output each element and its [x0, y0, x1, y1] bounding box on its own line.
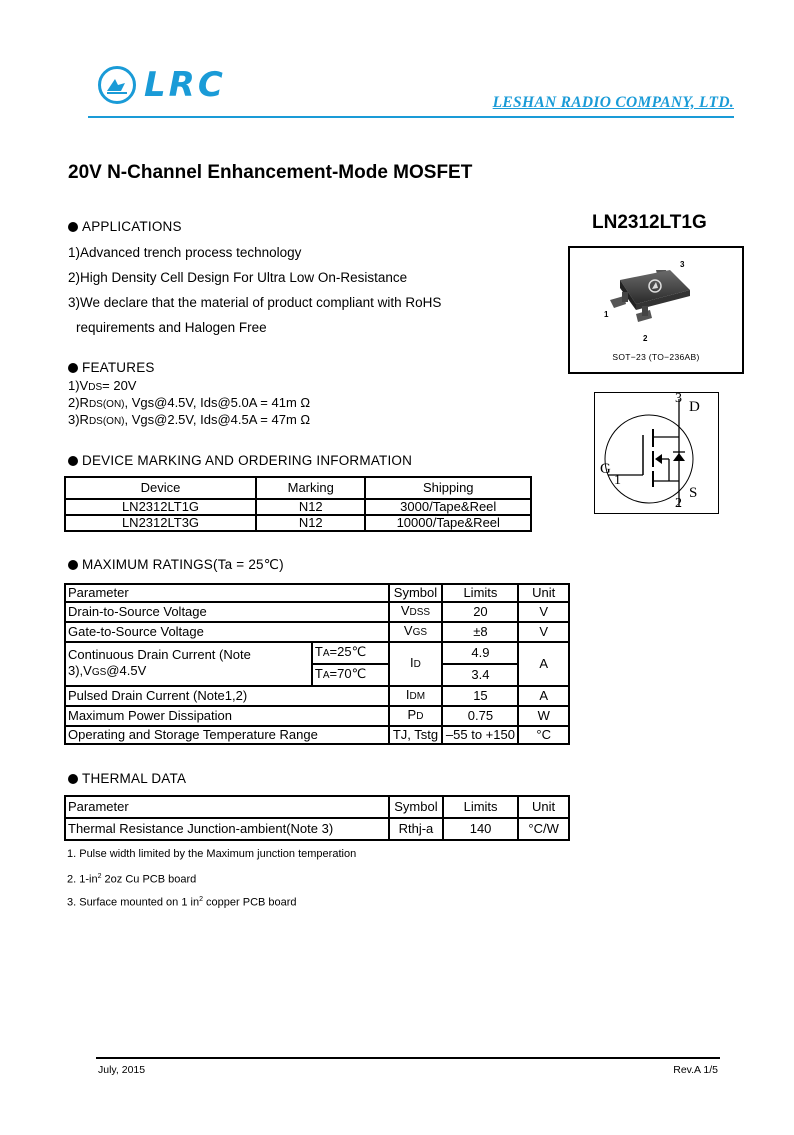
condition-cell: TA=70℃ [312, 664, 389, 686]
features-title: FEATURES [82, 360, 155, 375]
table-header-row [65, 477, 531, 499]
unit-cell: °C/W [518, 818, 569, 840]
ordering-heading [68, 453, 412, 468]
unit-cell: V [518, 602, 569, 622]
table-row [65, 622, 569, 642]
table-row [65, 602, 569, 622]
pin-1-label: 1 [604, 310, 609, 319]
symbol-cell: VDSS [389, 602, 443, 622]
application-item: 3)We declare that the material of product compliant with RoHS [68, 295, 442, 310]
sot23-package-icon [570, 248, 742, 348]
table-row [65, 726, 569, 744]
table-row [65, 706, 569, 726]
header-divider [88, 116, 734, 118]
ordering-table [64, 476, 532, 532]
limit-cell: ±8 [442, 622, 518, 642]
limit-cell: 20 [442, 602, 518, 622]
logo-text: LRC [144, 65, 226, 105]
condition-cell: TA=25℃ [312, 642, 389, 664]
parameter-cell: Drain-to-Source Voltage [65, 602, 389, 622]
parameter-cell: Operating and Storage Temperature Range [65, 726, 389, 744]
symbol-cell: ID [389, 642, 443, 686]
shipping-cell: 10000/Tape&Reel [365, 515, 531, 531]
header-parameter: Parameter [65, 796, 389, 818]
drain-label: D [689, 399, 700, 415]
symbol-cell: VGS [389, 622, 443, 642]
marking-cell: N12 [256, 499, 365, 515]
pin-3-label: 3 [680, 260, 685, 269]
company-name: LESHAN RADIO COMPANY, LTD. [492, 94, 734, 111]
marking-cell: N12 [256, 515, 365, 531]
source-label: S [689, 485, 698, 501]
package-caption: SOT−23 (TO−236AB) [612, 352, 700, 362]
bullet-icon [68, 560, 78, 570]
thermal-title: THERMAL DATA [82, 771, 187, 786]
unit-cell: V [518, 622, 569, 642]
footer-revision: Rev.A 1/5 [673, 1064, 718, 1076]
drain-pin-number: 3 [675, 391, 682, 406]
limit-cell: –55 to +150 [442, 726, 518, 744]
parameter-cell: Continuous Drain Current (Note 3),VGS@4.5V [65, 642, 312, 686]
header-unit: Unit [518, 584, 569, 602]
header-limits: Limits [442, 584, 518, 602]
bullet-icon [68, 222, 78, 232]
header-symbol: Symbol [389, 796, 443, 818]
limit-cell: 4.9 [442, 642, 518, 664]
unit-cell: A [518, 686, 569, 706]
thermal-heading [68, 771, 186, 786]
feature-item: 2)RDS(ON), Vgs@4.5V, Ids@5.0A = 41m Ω [68, 395, 311, 410]
footer-date: July, 2015 [98, 1064, 146, 1076]
schematic-figure [594, 392, 719, 514]
unit-cell: A [518, 642, 569, 686]
application-item: 2)High Density Cell Design For Ultra Low On-Resistance [68, 270, 408, 285]
document-title: 20V N-Channel Enhancement-Mode MOSFET [68, 162, 473, 183]
max-ratings-title: MAXIMUM RATINGS(Ta = 25℃) [82, 557, 284, 572]
lrc-logo-icon [98, 66, 136, 104]
application-item: requirements and Halogen Free [76, 320, 267, 335]
parameter-cell: Pulsed Drain Current (Note1,2) [65, 686, 389, 706]
applications-title: APPLICATIONS [82, 219, 182, 234]
parameter-cell: Thermal Resistance Junction-ambient(Note 3) [65, 818, 389, 840]
symbol-cell: TJ, Tstg [389, 726, 443, 744]
table-row [65, 818, 569, 840]
application-item: 1)Advanced trench process technology [68, 245, 302, 260]
parameter-cell: Maximum Power Dissipation [65, 706, 389, 726]
max-ratings-heading [68, 557, 284, 573]
lrc-logo [98, 62, 238, 108]
features-heading [68, 360, 155, 375]
feature-item: 3)RDS(ON), Vgs@2.5V, Ids@4.5A = 47m Ω [68, 412, 311, 427]
table-row [65, 642, 569, 664]
note-1: 1. Pulse width limited by the Maximum junction temperation [67, 848, 357, 860]
ordering-title: DEVICE MARKING AND ORDERING INFORMATION [82, 453, 413, 468]
gate-pin-number: 1 [614, 473, 621, 488]
bullet-icon [68, 774, 78, 784]
limit-cell: 140 [443, 818, 518, 840]
thermal-table [64, 795, 570, 841]
source-pin-number: 2 [675, 496, 682, 511]
max-ratings-table [64, 583, 570, 745]
unit-cell: °C [518, 726, 569, 744]
bullet-icon [68, 363, 78, 373]
header-limits: Limits [443, 796, 518, 818]
limit-cell: 3.4 [442, 664, 518, 686]
footer-divider [96, 1057, 720, 1059]
note-2: 2. $1-in^2$ 2oz Cu PCB board [67, 873, 197, 886]
table-row [65, 515, 531, 531]
limit-cell: 15 [442, 686, 518, 706]
header-unit: Unit [518, 796, 569, 818]
symbol-cell: IDM [389, 686, 443, 706]
device-cell: LN2312LT3G [65, 515, 256, 531]
table-row [65, 686, 569, 706]
header-device: Device [65, 477, 256, 499]
device-cell: LN2312LT1G [65, 499, 256, 515]
gate-label: G [600, 461, 611, 477]
limit-cell: 0.75 [442, 706, 518, 726]
symbol-cell: Rthj-a [389, 818, 443, 840]
feature-item: 1)VDS= 20V [68, 378, 137, 393]
header-shipping: Shipping [365, 477, 531, 499]
table-header-row [65, 796, 569, 818]
header-symbol: Symbol [389, 584, 443, 602]
pin-2-label: 2 [643, 334, 648, 343]
header-parameter: Parameter [65, 584, 389, 602]
table-header-row [65, 584, 569, 602]
table-row [65, 499, 531, 515]
package-figure [568, 246, 744, 374]
applications-heading [68, 219, 182, 234]
header-marking: Marking [256, 477, 365, 499]
unit-cell: W [518, 706, 569, 726]
part-number: LN2312LT1G [592, 212, 707, 233]
note-3: 3. Surface mounted on 1 $in^2$ copper PCB board [67, 896, 297, 909]
shipping-cell: 3000/Tape&Reel [365, 499, 531, 515]
symbol-cell: PD [389, 706, 443, 726]
parameter-cell: Gate-to-Source Voltage [65, 622, 389, 642]
bullet-icon [68, 456, 78, 466]
